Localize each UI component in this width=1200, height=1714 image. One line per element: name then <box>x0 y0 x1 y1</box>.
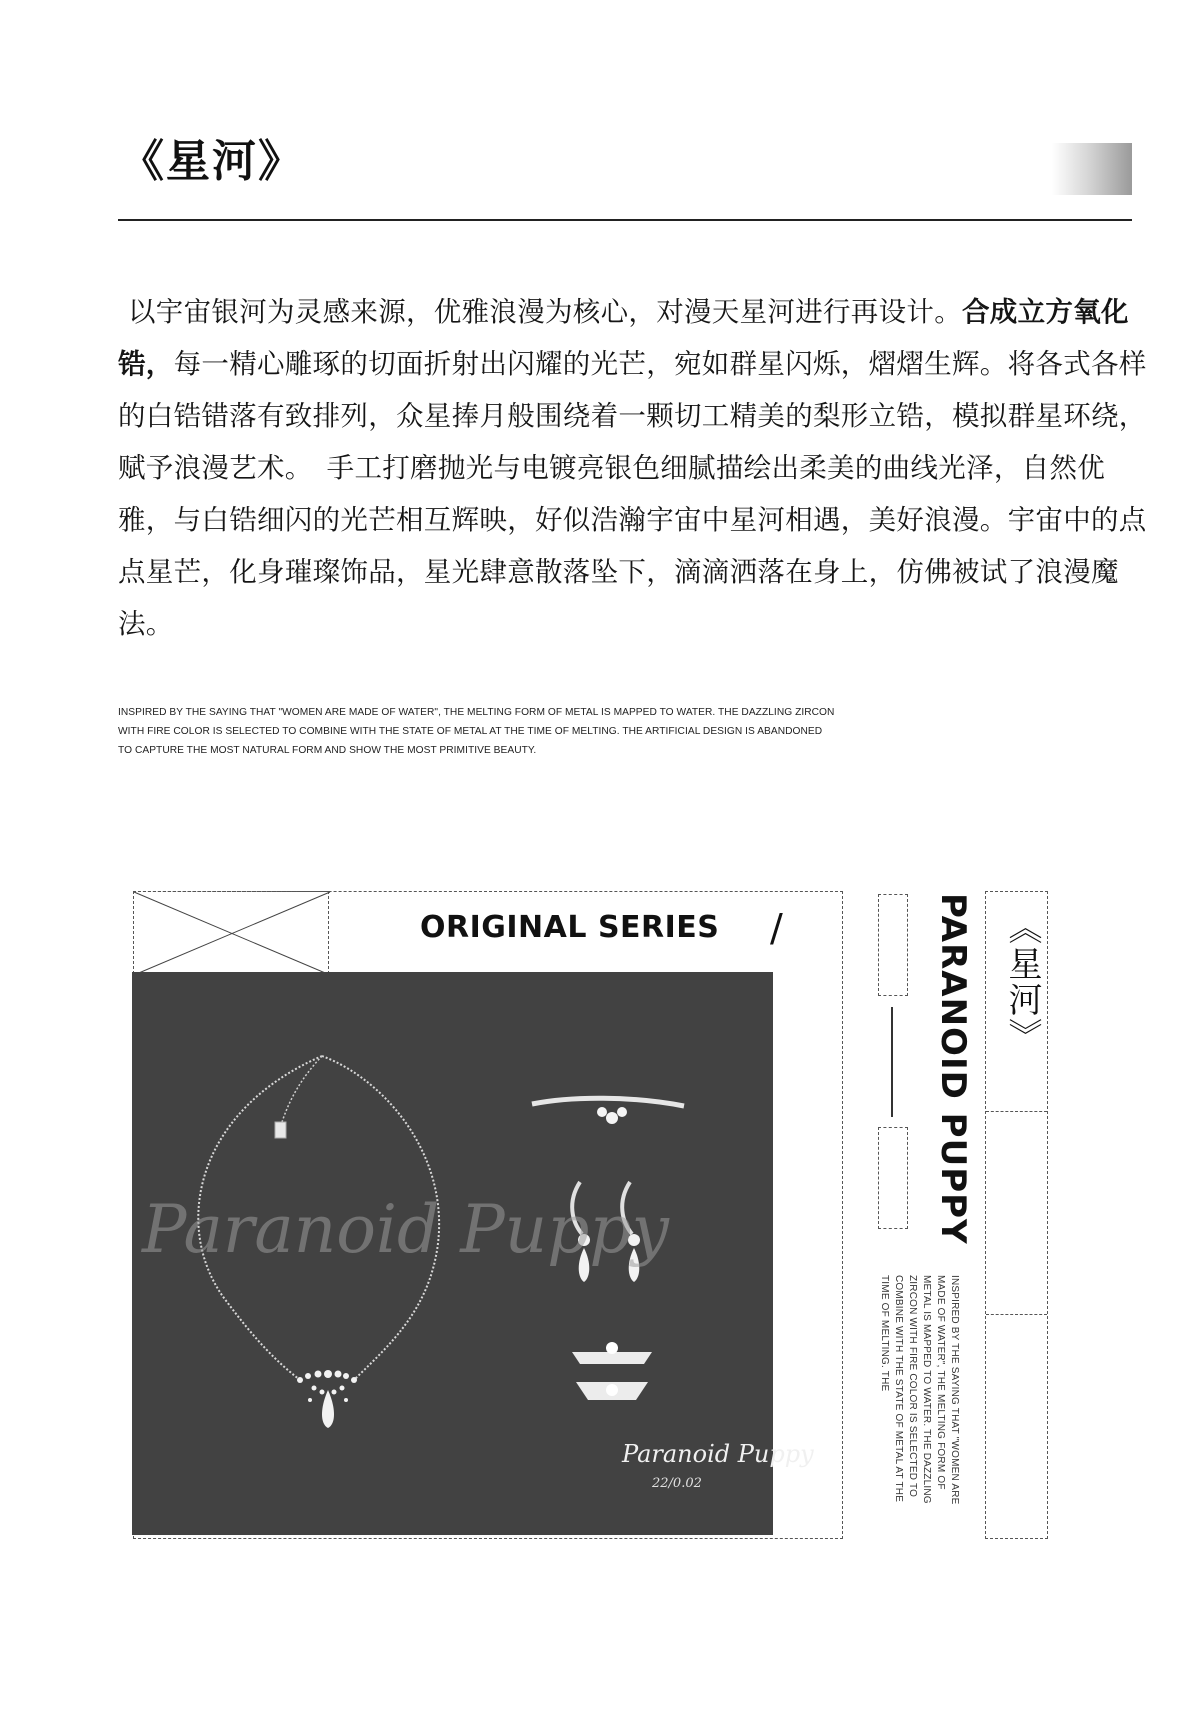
english-note-vertical: INSPIRED BY THE SAYING THAT "WOMEN ARE MADE OF WATER", THE MELTING FORM OF METAL IS MAPPED TO WATER. THE DAZZLING ZIRCON WITH FIRE COLOR IS SELECTED TO COMBINE WITH THE STATE OF METAL AT THE TIME OF MELTING. THE <box>879 1275 960 1505</box>
box-divider-1 <box>986 1111 1047 1112</box>
cross-icon <box>134 892 330 975</box>
brand-name-vertical: PARANOID PUPPY <box>933 893 973 1245</box>
box-divider-2 <box>986 1314 1047 1315</box>
header-divider <box>118 219 1132 221</box>
intro-paragraph <box>118 286 1148 650</box>
small-dashed-box-top <box>878 894 908 996</box>
intro-text-body: 每一精心雕琢的切面折射出闪耀的光芒，宛如群星闪烁，熠熠生辉。将各式各样的白锆错落有致排列，众星捧月般围绕着一颗切工精美的梨形立锆，模拟群星环绕，赋予浪漫艺术。 手工打磨抛光与电镀亮银色细腻描绘出柔美的曲线光泽，自然优雅，与白锆细闪的光芒相互辉映，好似浩瀚宇宙中星河相遇，美好浪漫。宇宙中的点点星芒，化身璀璨饰品，星光肆意散落坠下，滴滴洒落在身上，仿佛被试了浪漫魔法。 <box>118 348 1147 640</box>
series-label: ORIGINAL SERIES <box>420 910 720 945</box>
watermark-text: Paranoid Puppy <box>142 1191 669 1268</box>
placeholder-cross-box <box>133 891 329 974</box>
page-title: 《星河》 <box>120 136 304 187</box>
signature-text: Paranoid Puppy <box>622 1440 814 1468</box>
small-dashed-box-bottom <box>878 1127 908 1229</box>
intro-text-normal: 以宇宙银河为灵感来源，优雅浪漫为核心，对漫天星河进行再设计。 <box>128 296 962 328</box>
title-vertical: 《星河》 <box>1002 910 1042 1054</box>
gradient-decoration <box>1052 143 1132 195</box>
signature-date: 22/0.02 <box>652 1476 702 1491</box>
english-note: INSPIRED BY THE SAYING THAT "WOMEN ARE MADE OF WATER", THE MELTING FORM OF METAL IS MAPPED TO WATER. THE DAZZLING ZIRCON WITH FIRE COLOR IS SELECTED TO COMBINE WITH THE STATE OF METAL AT THE TIME OF MELTING. THE ARTIFICIAL DESIGN IS ABANDONED TO CAPTURE THE MOST NATURAL FORM AND SHOW THE MOST PRIMITIVE BEAUTY. <box>118 707 835 756</box>
product-photo <box>132 972 814 1535</box>
slash-mark: / <box>770 906 783 950</box>
vertical-divider-line <box>891 1007 893 1117</box>
intro-text-bold: 合成立方氧化锆， <box>118 296 1129 380</box>
